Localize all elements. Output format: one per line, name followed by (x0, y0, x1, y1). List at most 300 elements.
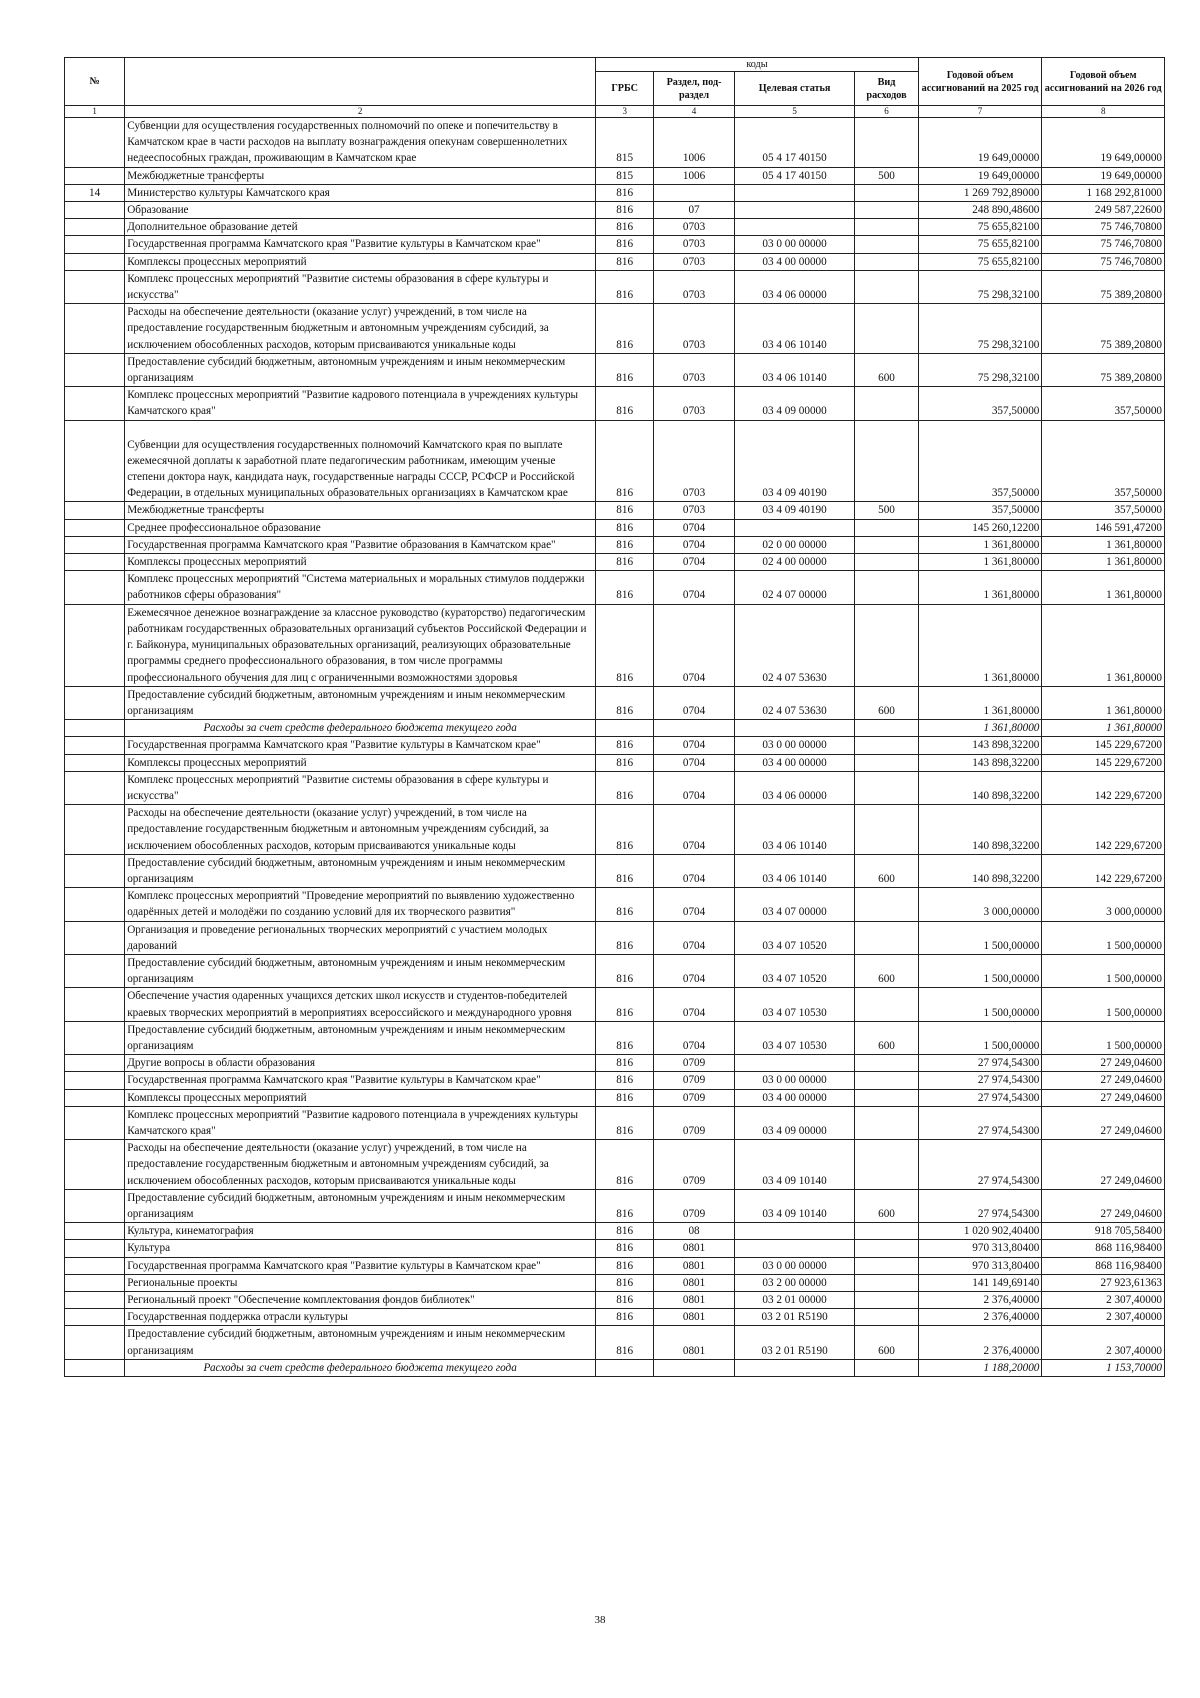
table-row (65, 771, 1165, 804)
row-target-article: 05 4 17 40150 (734, 167, 854, 184)
row-expense-type: 500 (855, 502, 918, 519)
table-body (65, 118, 1165, 1377)
row-grbs: 816 (596, 236, 654, 253)
row-amount-2026: 918 705,58400 (1042, 1223, 1165, 1240)
row-expense-type (855, 554, 918, 571)
row-description: Министерство культуры Камчатского края (125, 184, 596, 201)
row-number (65, 536, 125, 553)
row-amount-2025: 141 149,69140 (918, 1274, 1042, 1291)
row-expense-type (855, 1274, 918, 1291)
row-expense-type (855, 1240, 918, 1257)
row-grbs (596, 720, 654, 737)
row-target-article: 03 0 00 00000 (734, 1257, 854, 1274)
row-expense-type (855, 1089, 918, 1106)
table-row (65, 1189, 1165, 1222)
row-razdel: 0704 (654, 604, 735, 686)
row-razdel: 0709 (654, 1106, 735, 1139)
row-grbs: 816 (596, 1257, 654, 1274)
row-expense-type (855, 771, 918, 804)
row-amount-2026: 2 307,40000 (1042, 1309, 1165, 1326)
row-expense-type (855, 1140, 918, 1190)
row-target-article (734, 1055, 854, 1072)
column-index: 3 (596, 106, 654, 118)
row-grbs: 816 (596, 502, 654, 519)
table-row (65, 1106, 1165, 1139)
row-target-article (734, 219, 854, 236)
table-row (65, 270, 1165, 303)
table-row (65, 737, 1165, 754)
column-index: 4 (654, 106, 735, 118)
row-number (65, 1240, 125, 1257)
row-grbs: 816 (596, 921, 654, 954)
row-number (65, 1359, 125, 1376)
row-grbs: 816 (596, 304, 654, 354)
table-row (65, 519, 1165, 536)
row-target-article (734, 184, 854, 201)
row-amount-2025: 1 188,20000 (918, 1359, 1042, 1376)
table-row (65, 1257, 1165, 1274)
row-razdel (654, 184, 735, 201)
row-grbs: 816 (596, 1021, 654, 1054)
row-grbs: 816 (596, 1189, 654, 1222)
column-index: 8 (1042, 106, 1165, 118)
row-amount-2026: 145 229,67200 (1042, 754, 1165, 771)
row-amount-2026: 868 116,98400 (1042, 1257, 1165, 1274)
row-number (65, 854, 125, 887)
table-row (65, 604, 1165, 686)
row-expense-type (855, 888, 918, 921)
table-row (65, 1274, 1165, 1291)
row-description: Межбюджетные трансферты (125, 502, 596, 519)
row-grbs: 816 (596, 270, 654, 303)
row-description: Комплексы процессных мероприятий (125, 1089, 596, 1106)
row-amount-2025: 2 376,40000 (918, 1309, 1042, 1326)
row-number (65, 988, 125, 1021)
row-description: Образование (125, 202, 596, 219)
row-target-article: 03 4 06 00000 (734, 270, 854, 303)
column-index: 1 (65, 106, 125, 118)
row-target-article (734, 519, 854, 536)
row-grbs: 816 (596, 737, 654, 754)
row-target-article: 03 2 01 00000 (734, 1292, 854, 1309)
row-amount-2025: 1 500,00000 (918, 1021, 1042, 1054)
row-grbs: 816 (596, 420, 654, 502)
row-razdel (654, 720, 735, 737)
row-number (65, 304, 125, 354)
row-target-article (734, 1223, 854, 1240)
row-razdel: 0704 (654, 888, 735, 921)
page-number: 38 (594, 1614, 606, 1626)
row-target-article: 03 4 06 10140 (734, 304, 854, 354)
row-grbs: 816 (596, 1140, 654, 1190)
row-grbs: 816 (596, 184, 654, 201)
column-index: 6 (855, 106, 918, 118)
row-target-article: 03 4 07 10530 (734, 988, 854, 1021)
row-grbs: 816 (596, 253, 654, 270)
row-number (65, 1021, 125, 1054)
row-description: Государственная программа Камчатского края "Развитие культуры в Камчатском крае" (125, 1257, 596, 1274)
row-target-article: 03 0 00 00000 (734, 1072, 854, 1089)
row-amount-2026: 19 649,00000 (1042, 167, 1165, 184)
budget-table (64, 57, 1165, 1377)
row-amount-2025: 970 313,80400 (918, 1257, 1042, 1274)
row-expense-type: 600 (855, 954, 918, 987)
row-razdel: 0704 (654, 737, 735, 754)
row-number (65, 1274, 125, 1291)
row-razdel: 0703 (654, 270, 735, 303)
row-amount-2026: 142 229,67200 (1042, 854, 1165, 887)
row-target-article (734, 720, 854, 737)
row-target-article: 03 4 09 10140 (734, 1140, 854, 1190)
row-description: Комплекс процессных мероприятий "Развитие кадрового потенциала в учреждениях культуры Камчатского края" (125, 387, 596, 420)
row-target-article: 03 4 09 40190 (734, 420, 854, 502)
row-amount-2025: 140 898,32200 (918, 771, 1042, 804)
row-amount-2026: 1 361,80000 (1042, 604, 1165, 686)
table-row (65, 1089, 1165, 1106)
table-row (65, 805, 1165, 855)
row-grbs: 816 (596, 1106, 654, 1139)
row-amount-2026: 1 500,00000 (1042, 988, 1165, 1021)
row-grbs: 815 (596, 118, 654, 168)
header-razdel: Раздел, под-раздел (654, 72, 735, 106)
row-description: Межбюджетные трансферты (125, 167, 596, 184)
row-expense-type (855, 1055, 918, 1072)
row-target-article: 03 4 06 10140 (734, 805, 854, 855)
row-amount-2026: 142 229,67200 (1042, 771, 1165, 804)
row-expense-type: 600 (855, 353, 918, 386)
table-row (65, 1240, 1165, 1257)
row-target-article: 03 0 00 00000 (734, 737, 854, 754)
row-grbs: 816 (596, 988, 654, 1021)
row-description: Культура, кинематография (125, 1223, 596, 1240)
header-codes: коды (596, 58, 919, 72)
row-amount-2026: 75 389,20800 (1042, 270, 1165, 303)
row-expense-type (855, 519, 918, 536)
row-number (65, 921, 125, 954)
row-number (65, 604, 125, 686)
row-grbs: 816 (596, 1326, 654, 1359)
row-description: Государственная программа Камчатского края "Развитие культуры в Камчатском крае" (125, 737, 596, 754)
row-target-article: 03 4 09 10140 (734, 1189, 854, 1222)
row-expense-type (855, 253, 918, 270)
row-number (65, 720, 125, 737)
row-target-article: 05 4 17 40150 (734, 118, 854, 168)
row-grbs: 815 (596, 167, 654, 184)
column-index: 5 (734, 106, 854, 118)
row-number (65, 202, 125, 219)
row-amount-2026: 142 229,67200 (1042, 805, 1165, 855)
row-number (65, 1292, 125, 1309)
table-row (65, 502, 1165, 519)
row-number (65, 420, 125, 502)
row-amount-2025: 75 655,82100 (918, 219, 1042, 236)
row-amount-2026: 2 307,40000 (1042, 1292, 1165, 1309)
row-razdel: 0709 (654, 1089, 735, 1106)
row-target-article: 03 2 01 R5190 (734, 1326, 854, 1359)
row-target-article: 02 4 00 00000 (734, 554, 854, 571)
row-amount-2025: 1 020 902,40400 (918, 1223, 1042, 1240)
table-row (65, 420, 1165, 502)
row-amount-2026: 249 587,22600 (1042, 202, 1165, 219)
table-row (65, 888, 1165, 921)
row-amount-2025: 27 974,54300 (918, 1140, 1042, 1190)
row-amount-2026: 75 746,70800 (1042, 253, 1165, 270)
row-amount-2025: 75 298,32100 (918, 304, 1042, 354)
row-amount-2026: 868 116,98400 (1042, 1240, 1165, 1257)
row-razdel: 0704 (654, 988, 735, 1021)
row-description: Расходы на обеспечение деятельности (оказание услуг) учреждений, в том числе на предоставление государственным бюджетным и автономным учреждениям субсидий, за исключением обособленных расходов, которым присваиваются уникальные коды (125, 805, 596, 855)
row-grbs: 816 (596, 219, 654, 236)
row-number: 14 (65, 184, 125, 201)
row-amount-2025: 19 649,00000 (918, 118, 1042, 168)
row-amount-2025: 75 298,32100 (918, 353, 1042, 386)
row-description: Комплекс процессных мероприятий "Развитие системы образования в сфере культуры и искусства" (125, 771, 596, 804)
row-grbs: 816 (596, 1309, 654, 1326)
row-number (65, 236, 125, 253)
table-row (65, 1223, 1165, 1240)
table-row (65, 571, 1165, 604)
row-amount-2026: 75 389,20800 (1042, 353, 1165, 386)
table-row (65, 1326, 1165, 1359)
header-celevaya: Целевая статья (734, 72, 854, 106)
row-razdel: 08 (654, 1223, 735, 1240)
row-target-article: 03 4 09 40190 (734, 502, 854, 519)
row-amount-2026: 1 361,80000 (1042, 536, 1165, 553)
row-amount-2025: 2 376,40000 (918, 1326, 1042, 1359)
table-row (65, 854, 1165, 887)
row-razdel: 0704 (654, 954, 735, 987)
row-target-article: 03 4 00 00000 (734, 1089, 854, 1106)
row-amount-2026: 1 168 292,81000 (1042, 184, 1165, 201)
row-grbs: 816 (596, 202, 654, 219)
row-expense-type (855, 571, 918, 604)
row-amount-2025: 357,50000 (918, 420, 1042, 502)
row-amount-2026: 27 249,04600 (1042, 1140, 1165, 1190)
row-number (65, 1309, 125, 1326)
row-number (65, 387, 125, 420)
row-razdel: 0704 (654, 554, 735, 571)
row-razdel: 0704 (654, 854, 735, 887)
row-number (65, 219, 125, 236)
row-description: Предоставление субсидий бюджетным, автономным учреждениям и иным некоммерческим организациям (125, 353, 596, 386)
row-description: Субвенции для осуществления государственных полномочий Камчатского края по выплате ежемесячной доплаты к заработной плате педагогическим работникам, имеющим ученые степени доктора наук, кандидата наук, государственные награды СССР, РСФСР и Российской Федерации, в отдельных муниципальных образовательных организациях в Камчатском крае (125, 420, 596, 502)
row-amount-2026: 27 249,04600 (1042, 1072, 1165, 1089)
row-grbs: 816 (596, 1072, 654, 1089)
row-razdel: 0704 (654, 571, 735, 604)
table-row (65, 184, 1165, 201)
row-grbs: 816 (596, 954, 654, 987)
row-razdel: 0703 (654, 253, 735, 270)
row-description: Региональный проект "Обеспечение комплектования фондов библиотек" (125, 1292, 596, 1309)
table-row (65, 1021, 1165, 1054)
table-row (65, 167, 1165, 184)
row-amount-2026: 27 249,04600 (1042, 1055, 1165, 1072)
row-razdel: 0704 (654, 536, 735, 553)
row-amount-2025: 357,50000 (918, 502, 1042, 519)
row-grbs: 816 (596, 1240, 654, 1257)
row-amount-2026: 1 500,00000 (1042, 921, 1165, 954)
row-razdel: 0801 (654, 1326, 735, 1359)
row-amount-2026: 75 746,70800 (1042, 219, 1165, 236)
row-grbs: 816 (596, 771, 654, 804)
row-expense-type (855, 118, 918, 168)
row-target-article: 03 4 07 10520 (734, 954, 854, 987)
row-razdel: 0709 (654, 1189, 735, 1222)
row-amount-2026: 19 649,00000 (1042, 118, 1165, 168)
row-expense-type (855, 604, 918, 686)
row-target-article (734, 202, 854, 219)
row-expense-type: 600 (855, 1326, 918, 1359)
row-number (65, 737, 125, 754)
row-target-article: 03 4 06 10140 (734, 854, 854, 887)
row-amount-2025: 1 361,80000 (918, 604, 1042, 686)
row-expense-type (855, 720, 918, 737)
row-expense-type (855, 754, 918, 771)
row-target-article: 03 4 09 00000 (734, 387, 854, 420)
row-target-article: 03 4 07 00000 (734, 888, 854, 921)
row-expense-type (855, 805, 918, 855)
row-amount-2026: 3 000,00000 (1042, 888, 1165, 921)
row-expense-type (855, 184, 918, 201)
row-razdel: 0709 (654, 1140, 735, 1190)
table-row (65, 1072, 1165, 1089)
table-row (65, 954, 1165, 987)
row-grbs: 816 (596, 1292, 654, 1309)
row-number (65, 1223, 125, 1240)
row-grbs: 816 (596, 387, 654, 420)
row-number (65, 1189, 125, 1222)
column-index: 7 (918, 106, 1042, 118)
row-amount-2025: 143 898,32200 (918, 754, 1042, 771)
header-num: № (65, 58, 125, 106)
row-razdel: 1006 (654, 167, 735, 184)
row-expense-type (855, 1223, 918, 1240)
row-amount-2025: 75 298,32100 (918, 270, 1042, 303)
row-number (65, 519, 125, 536)
row-target-article: 03 4 07 10530 (734, 1021, 854, 1054)
row-target-article: 03 2 00 00000 (734, 1274, 854, 1291)
row-target-article: 02 0 00 00000 (734, 536, 854, 553)
table-row (65, 219, 1165, 236)
row-razdel: 07 (654, 202, 735, 219)
row-number (65, 1326, 125, 1359)
row-amount-2026: 1 361,80000 (1042, 554, 1165, 571)
row-number (65, 502, 125, 519)
row-razdel: 1006 (654, 118, 735, 168)
row-amount-2025: 140 898,32200 (918, 805, 1042, 855)
row-amount-2026: 145 229,67200 (1042, 737, 1165, 754)
row-razdel: 0703 (654, 219, 735, 236)
row-razdel: 0704 (654, 921, 735, 954)
row-description: Расходы на обеспечение деятельности (оказание услуг) учреждений, в том числе на предоставление государственным бюджетным и автономным учреждениям субсидий, за исключением обособленных расходов, которым присваиваются уникальные коды (125, 304, 596, 354)
row-razdel: 0704 (654, 771, 735, 804)
row-description: Предоставление субсидий бюджетным, автономным учреждениям и иным некоммерческим организациям (125, 954, 596, 987)
table-row (65, 1359, 1165, 1376)
row-number (65, 167, 125, 184)
row-target-article: 03 4 00 00000 (734, 253, 854, 270)
row-expense-type (855, 1106, 918, 1139)
row-amount-2026: 357,50000 (1042, 387, 1165, 420)
row-description: Региональные проекты (125, 1274, 596, 1291)
header-vid: Вид расходов (855, 72, 918, 106)
row-description: Комплексы процессных мероприятий (125, 754, 596, 771)
row-number (65, 353, 125, 386)
row-razdel: 0704 (654, 686, 735, 719)
header-desc (125, 58, 596, 106)
row-description: Субвенции для осуществления государственных полномочий по опеке и попечительству в Камчатском крае в части расходов на выплату вознаграждения опекунам совершеннолетних недееспособных граждан, проживающим в Камчатском крае (125, 118, 596, 168)
row-number (65, 1072, 125, 1089)
row-expense-type (855, 219, 918, 236)
row-amount-2026: 1 361,80000 (1042, 686, 1165, 719)
row-amount-2025: 140 898,32200 (918, 854, 1042, 887)
row-razdel: 0703 (654, 353, 735, 386)
row-description: Расходы за счет средств федерального бюджета текущего года (125, 720, 596, 737)
row-expense-type: 600 (855, 854, 918, 887)
row-amount-2025: 2 376,40000 (918, 1292, 1042, 1309)
row-description: Расходы за счет средств федерального бюджета текущего года (125, 1359, 596, 1376)
row-amount-2025: 145 260,12200 (918, 519, 1042, 536)
row-description: Предоставление субсидий бюджетным, автономным учреждениям и иным некоммерческим организациям (125, 686, 596, 719)
row-description: Ежемесячное денежное вознаграждение за классное руководство (кураторство) педагогическим работникам государственных образовательных организаций субъектов Российской Федерации и г. Байконура, муниципальных образовательных организаций, реализующих образовательные программы среднего профессионального образования, в том числе программы профессионального обучения для лиц с ограниченными возможностями здоровья (125, 604, 596, 686)
row-number (65, 686, 125, 719)
table-row (65, 253, 1165, 270)
table-row (65, 1309, 1165, 1326)
row-expense-type (855, 1257, 918, 1274)
table-row (65, 304, 1165, 354)
row-razdel: 0801 (654, 1257, 735, 1274)
row-amount-2025: 1 269 792,89000 (918, 184, 1042, 201)
table-row (65, 720, 1165, 737)
row-number (65, 771, 125, 804)
row-description: Комплекс процессных мероприятий "Система материальных и моральных стимулов поддержки работников сферы образования" (125, 571, 596, 604)
row-expense-type (855, 270, 918, 303)
row-description: Государственная поддержка отрасли культуры (125, 1309, 596, 1326)
row-target-article: 03 0 00 00000 (734, 236, 854, 253)
row-amount-2025: 1 361,80000 (918, 536, 1042, 553)
table-row (65, 118, 1165, 168)
row-description: Культура (125, 1240, 596, 1257)
row-razdel: 0703 (654, 304, 735, 354)
row-description: Комплексы процессных мероприятий (125, 554, 596, 571)
row-description: Предоставление субсидий бюджетным, автономным учреждениям и иным некоммерческим организациям (125, 1189, 596, 1222)
table-row (65, 236, 1165, 253)
table-row (65, 554, 1165, 571)
column-index-row (65, 106, 1165, 118)
row-razdel: 0703 (654, 420, 735, 502)
row-expense-type: 600 (855, 1189, 918, 1222)
row-grbs: 816 (596, 353, 654, 386)
row-expense-type: 600 (855, 1021, 918, 1054)
row-expense-type (855, 387, 918, 420)
row-grbs (596, 1359, 654, 1376)
row-number (65, 270, 125, 303)
table-row (65, 921, 1165, 954)
row-amount-2026: 75 746,70800 (1042, 236, 1165, 253)
row-grbs: 816 (596, 888, 654, 921)
row-grbs: 816 (596, 519, 654, 536)
row-number (65, 118, 125, 168)
row-amount-2025: 27 974,54300 (918, 1089, 1042, 1106)
row-target-article: 02 4 07 53630 (734, 604, 854, 686)
row-amount-2025: 27 974,54300 (918, 1189, 1042, 1222)
row-amount-2025: 1 500,00000 (918, 954, 1042, 987)
row-expense-type (855, 236, 918, 253)
row-amount-2025: 1 361,80000 (918, 686, 1042, 719)
row-expense-type (855, 536, 918, 553)
row-description: Комплексы процессных мероприятий (125, 253, 596, 270)
row-description: Обеспечение участия одаренных учащихся детских школ искусств и студентов-победителей краевых творческих мероприятий в мероприятиях всероссийского и международного уровня (125, 988, 596, 1021)
row-razdel: 0801 (654, 1274, 735, 1291)
